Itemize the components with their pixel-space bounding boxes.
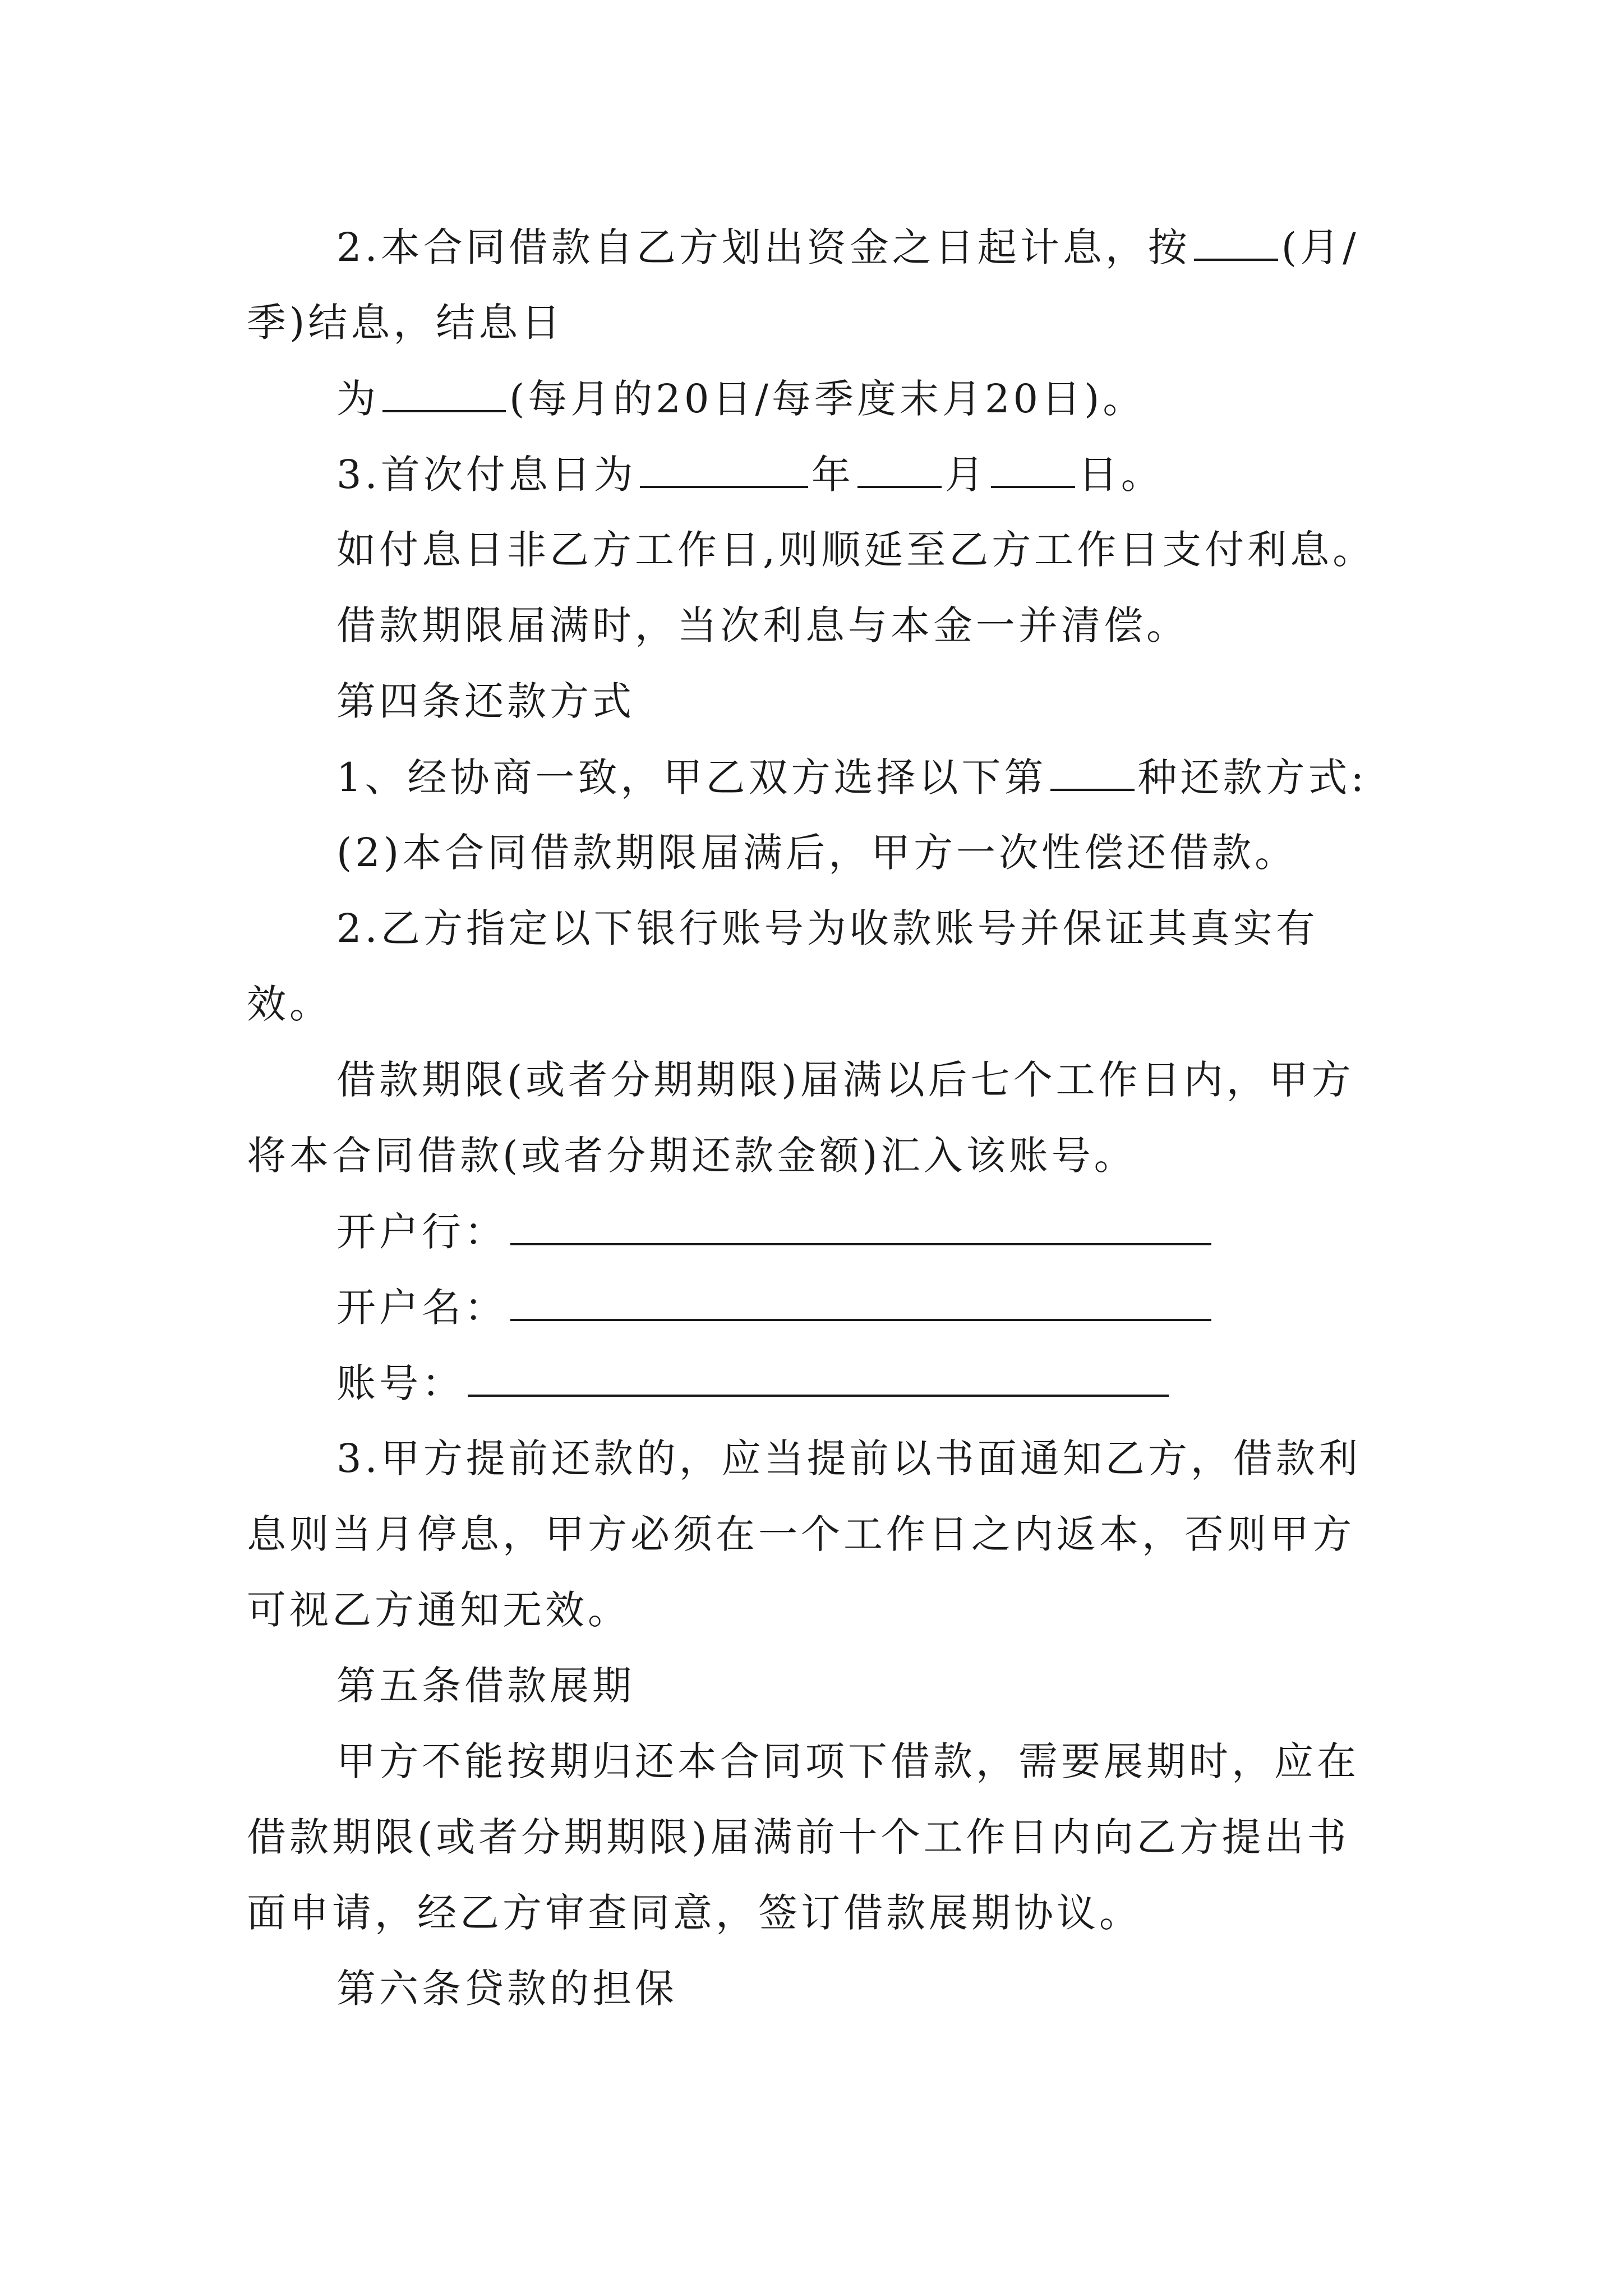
text-segment: (每月的20日/每季度末月20日)。 bbox=[509, 376, 1146, 422]
blank-month[interactable] bbox=[857, 449, 942, 488]
blank-bank-name[interactable] bbox=[510, 1206, 1211, 1245]
paragraph-bank-account: 2.乙方指定以下银行账号为收款账号并保证其真实有 bbox=[336, 905, 1318, 951]
paragraph-bank-account-cont: 效。 bbox=[247, 981, 332, 1027]
text-segment: 1、经协商一致，甲乙双方选择以下第 bbox=[336, 754, 1047, 800]
text-segment: (月/ bbox=[1281, 224, 1359, 270]
blank-day[interactable] bbox=[991, 449, 1075, 488]
paragraph-lump-sum: (2)本合同借款期限届满后，甲方一次性偿还借款。 bbox=[336, 830, 1298, 876]
blank-settlement-period[interactable] bbox=[1194, 222, 1278, 261]
paragraph-first-payment-date bbox=[336, 449, 1164, 500]
blank-account-number[interactable] bbox=[468, 1358, 1169, 1397]
blank-repayment-method[interactable] bbox=[1050, 752, 1135, 791]
paragraph-extension-end: 面申请，经乙方审查同意，签订借款展期协议。 bbox=[247, 1890, 1142, 1936]
blank-settlement-date[interactable] bbox=[382, 373, 506, 412]
paragraph-transfer: 借款期限(或者分期期限)届满以后七个工作日内，甲方 bbox=[336, 1057, 1354, 1103]
field-label: 开户行： bbox=[336, 1209, 507, 1255]
paragraph-interest-start-cont bbox=[247, 297, 564, 348]
text-segment: 2.本合同借款自乙方划出资金之日起计息，按 bbox=[336, 224, 1191, 270]
paragraph-early-repayment-cont: 息则当月停息，甲方必须在一个工作日之内返本，否则甲方 bbox=[247, 1511, 1355, 1557]
paragraph-interest-start bbox=[336, 222, 1359, 273]
text-segment: 日。 bbox=[1078, 452, 1164, 498]
text-segment: 月 bbox=[944, 452, 988, 498]
heading-article-5: 第五条借款展期 bbox=[336, 1663, 635, 1709]
field-account-name bbox=[336, 1282, 1215, 1333]
paragraph-extension-cont: 借款期限(或者分期期限)届满前十个工作日内向乙方提出书 bbox=[247, 1814, 1350, 1860]
paragraph-maturity: 借款期限届满时，当次利息与本金一并清偿。 bbox=[336, 602, 1189, 648]
paragraph-settlement-date bbox=[336, 373, 1145, 424]
text-segment: 3.首次付息日为 bbox=[336, 452, 637, 498]
blank-account-name[interactable] bbox=[510, 1282, 1211, 1321]
field-label: 账号： bbox=[336, 1360, 464, 1406]
paragraph-early-repayment-end: 可视乙方通知无效。 bbox=[247, 1587, 630, 1633]
text-segment: 季)结息，结息日 bbox=[247, 300, 564, 346]
heading-article-4: 第四条还款方式 bbox=[336, 678, 635, 724]
paragraph-early-repayment: 3.甲方提前还款的，应当提前以书面通知乙方，借款利 bbox=[336, 1435, 1361, 1481]
paragraph-extension: 甲方不能按期归还本合同项下借款，需要展期时，应在 bbox=[336, 1738, 1359, 1784]
paragraph-repayment-choice bbox=[336, 752, 1367, 803]
field-account-number bbox=[336, 1358, 1172, 1409]
blank-year[interactable] bbox=[640, 449, 808, 488]
text-segment: 种还款方式: bbox=[1137, 754, 1368, 800]
field-bank-name bbox=[336, 1206, 1215, 1257]
text-segment: 为 bbox=[336, 376, 379, 422]
paragraph-transfer-cont: 将本合同借款(或者分期还款金额)汇入该账号。 bbox=[247, 1133, 1137, 1179]
text-segment: 年 bbox=[811, 452, 854, 498]
heading-article-6: 第六条贷款的担保 bbox=[336, 1966, 677, 2012]
field-label: 开户名： bbox=[336, 1285, 507, 1331]
paragraph-non-working-day: 如付息日非乙方工作日,则顺延至乙方工作日支付利息。 bbox=[336, 527, 1376, 573]
